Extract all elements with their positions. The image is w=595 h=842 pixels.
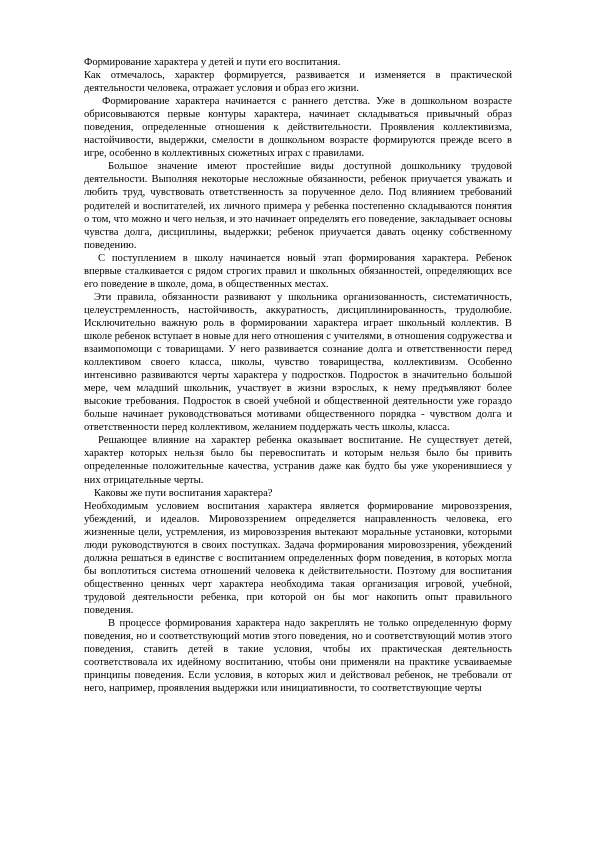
paragraph: С поступлением в школу начинается новый этап формирования характера. Ребенок впервые сталкивается с рядом строгих правил и школьных обязанностей, определяющих все его поведение в школе, дома, в общественных местах. (84, 252, 512, 290)
paragraph: Эти правила, обязанности развивают у школьника организованность, систематичность, целеустремленность, настойчивость, аккуратность, дисциплинированность, трудолюбие. Исключительно важную роль в формировании характера играет школьный коллектив. В школе ребенок вступает в новые для него отношения с учителями, в отношения содружества и взаимопомощи с товарищами. У него развивается сознание долга и ответственности перед коллективом своего класса, школы, чувство товарищества, коллективизм. Особенно интенсивно развиваются черты характера у подростков. Подросток в значительно большой мере, чем младший школьник, участвует в жизни взрослых, к нему предъявляют более высокие требования. Подросток в своей учебной и общественной деятельности уже гораздо больше начинает руководствоваться мотивами общественного порядка - чувством долга и ответственности перед коллективом, желанием поддержать честь школы, класса. (84, 291, 512, 434)
document-page (84, 56, 512, 695)
paragraph: Решающее влияние на характер ребенка оказывает воспитание. Не существует детей, характер которых нельзя было бы перевоспитать и которым нельзя было бы привить определенные положительные качества, устранив даже как будто бы уже укоренившиеся у них отрицательные черты. (84, 435, 512, 486)
paragraph: Необходимым условием воспитания характера является формирование мировоззрения, убеждений, и идеалов. Мировоззрением определяется направленность человека, его жизненные цели, устремления, из мировоззрения вытекают моральные установки, которыми люди руководствуются в своих поступках. Задача формирования мировоззрения, убеждений должна решаться в единстве с воспитанием определенных форм поведения, в которых могла бы воплотиться система отношений человека к действительности. Поэтому для воспитания общественно ценных черт характера необходима такая организация игровой, учебной, трудовой деятельности ребенка, при которой он бы мог накопить опыт правильного поведения. (84, 500, 512, 616)
paragraph: В процессе формирования характера надо закреплять не только определенную форму поведения, но и соответствующий мотив этого поведения, но и соответствующий мотив этого поведения, ставить детей в такие условия, чтобы их практическая деятельность соответствовала их идейному воспитанию, чтобы они применяли на практике усваиваемые принципы поведения. Если условия, в которых жил и действовал ребенок, не требовали от него, например, проявления выдержки или инициативности, то соответствующие черты (84, 618, 512, 695)
document-title: Формирование характера у детей и пути его воспитания. (84, 57, 341, 68)
paragraph: Как отмечалось, характер формируется, развивается и изменяется в практической деятельности человека, отражает условия и образ его жизни. (84, 70, 512, 95)
paragraph: Формирование характера начинается с раннего детства. Уже в дошкольном возрасте обрисовываются первые контуры характера, начинает складываться привычный образ поведения, определенные отношения к действительности. Проявления коллективизма, настойчивости, выдержки, смелости в дошкольном возрасте формируются прежде всего в игре, особенно в коллективных сюжетных играх с правилами. (84, 96, 512, 160)
paragraph: Большое значение имеют простейшие виды доступной дошкольнику трудовой деятельности. Выполняя некоторые несложные обязанности, ребенок приучается уважать и любить труд, чувствовать ответственность за порученное дело. Под влиянием требований родителей и воспитателей, их личного примера у ребенка постепенно складываются понятия о том, что можно и чего нельзя, и это начинает определять его поведение, закладывает основы чувства долга, дисциплины, выдержки; ребенок приучается давать оценку собственному поведению. (84, 161, 512, 251)
section-question: Каковы же пути воспитания характера? (94, 487, 273, 499)
